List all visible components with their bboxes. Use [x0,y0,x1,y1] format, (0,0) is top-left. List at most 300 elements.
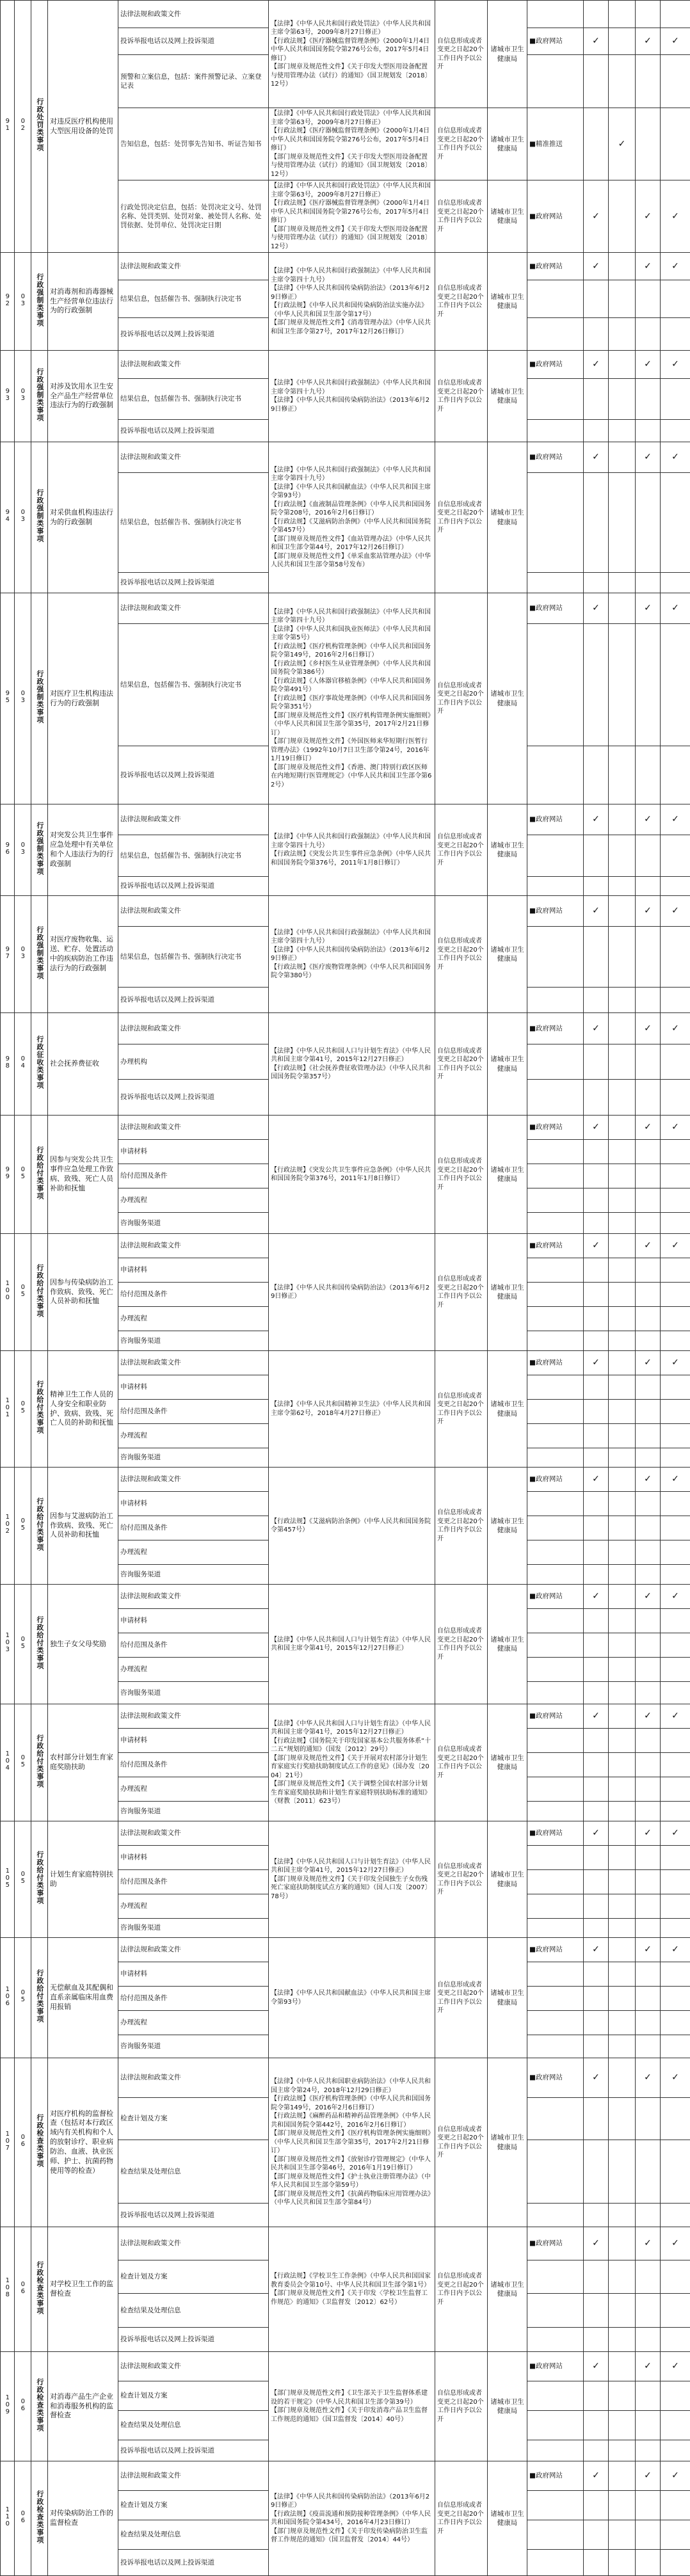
scope-check-3 [636,1188,661,1213]
table-row [1,1938,690,1962]
row-number [1,1013,15,1116]
scope-check-2 [609,1938,636,1962]
table-row [1,442,690,473]
scope-check-3 [636,1258,661,1283]
disclosure-element [118,2011,269,2035]
scope-check-3 [636,1802,661,1821]
scope-check-2 [609,1802,636,1821]
scope-check-2 [609,1258,636,1283]
category-type [31,2352,48,2461]
legal-basis [269,2461,435,2576]
scope-check-1 [584,473,609,573]
scope-check-2 [609,988,636,1013]
scope-check-2 [609,1846,636,1870]
scope-check-2 [609,1565,636,1585]
checkmark-icon: ✓ [592,211,600,221]
disclosure-channel [527,835,584,877]
category-type [31,2058,48,2227]
disclosure-element [118,1351,269,1375]
legal-basis [269,1585,435,1704]
category-type [31,2461,48,2576]
row-number [1,1116,15,1234]
disclosure-element [118,1375,269,1400]
disclosure-channel-text: ■政府网站 [529,37,563,45]
legal-basis [269,593,435,804]
disclosure-element-text: 法律法规和政策文件 [120,2239,181,2247]
disclosure-element [118,1516,269,1540]
disclosure-channel [527,180,584,253]
category-code [15,442,31,593]
scope-check-4 [661,55,690,108]
scope-check-3 [636,2140,661,2204]
scope-check-4 [661,2520,690,2550]
scope-check-3 [636,2204,661,2227]
scope-check-2 [609,108,636,180]
scope-check-1 [584,420,609,442]
scope-check-1 [584,1351,609,1375]
legal-basis [269,804,435,896]
category-code [15,1468,31,1585]
category-code [15,804,31,896]
disclosure-time-limit-text: 自信息形成或者变更之日起20个工作日内予以公开 [437,127,484,161]
matter-name [48,2227,118,2352]
checkmark-icon: ✓ [671,452,679,462]
matter-name-text: 对传染病防治工作的监督检查 [50,2509,113,2527]
disclosure-channel [527,1188,584,1213]
category-type-text: 行政处罚类事项 [35,98,44,152]
table-row [1,1585,690,1609]
disclosure-element-text: 法律法规和政策文件 [120,1475,181,1483]
scope-check-4 [661,379,690,420]
scope-check-1 [584,1,609,28]
disclosure-element-text: 法律法规和政策文件 [120,1946,181,1953]
scope-check-1 [584,1609,609,1633]
scope-check-1 [584,379,609,420]
category-code [15,1,31,253]
scope-check-4 [661,1658,690,1682]
scope-check-4 [661,1565,690,1585]
scope-check-4 [661,835,690,877]
row-number [1,2352,15,2461]
checkmark-icon: ✓ [592,2238,600,2248]
scope-check-2 [609,2204,636,2227]
scope-check-1 [584,2440,609,2461]
disclosure-time-limit [435,804,488,896]
scope-check-3 [636,1682,661,1704]
disclosure-time-limit [435,1468,488,1585]
scope-check-2 [609,180,636,253]
scope-check-3 [636,180,661,253]
disclosure-element [118,877,269,896]
disclosure-element [118,1846,269,1870]
category-code [15,1585,31,1704]
checkmark-icon: ✓ [644,1122,652,1132]
scope-check-3 [636,1987,661,2011]
scope-check-4 [661,573,690,593]
scope-check-2 [609,1821,636,1846]
matter-name [48,1468,118,1585]
scope-check-1 [584,1258,609,1283]
scope-check-1 [584,927,609,988]
disclosure-element-text: 给付范围及条件 [120,1761,168,1768]
disclosure-channel [527,1704,584,1729]
scope-check-4 [661,1704,690,1729]
category-code [15,593,31,804]
category-type [31,1234,48,1351]
scope-check-4 [661,1116,690,1140]
scope-check-2 [609,1307,636,1331]
checkmark-icon: ✓ [592,36,600,46]
matter-name [48,1234,118,1351]
checkmark-icon: ✓ [671,906,679,916]
disclosure-time-limit-text: 自信息形成或者变更之日起20个工作日内予以公开 [437,501,484,534]
scope-check-2 [609,442,636,473]
disclosure-element-text: 结果信息，包括催告书、强制执行决定书 [120,852,241,860]
disclosure-element [118,180,269,253]
disclosure-element [118,1658,269,1682]
row-number-text: 108 [3,2277,12,2298]
checkmark-icon: ✓ [592,2361,600,2371]
scope-check-1 [584,180,609,253]
category-code-text: 02 [19,118,28,132]
disclosure-channel [527,1258,584,1283]
legal-basis [269,1116,435,1234]
table-row [1,1704,690,1729]
disclosure-channel [527,1565,584,1585]
scope-check-4 [661,927,690,988]
legal-basis-text: 【法律】《中华人民共和国行政强制法》（中华人民共和国主席令第四十九号） 【法律】《中华人民共和国执业医师法》（中华人民共和国主席令第5号） 【行政法规】《医疗机构管理条例》（中华人民共和国国务院令第149号，2016年2月6日修订） 【行政法规】《乡村医生从业管理条例》（中华人民共和国国务院令第386号） 【行政法规】《人体器官移植条例》（中华人民共和国国务院令第491号） 【行政法规】《医疗事故处理条例》（中华人民共和国国务院令第351号） 【部门规章及规范性文件】《医疗机构管理条例实施细则》（中华人民共和国卫生部令第35号，2017年2月21日修订） 【部门规章及规范性文件】《外国医师来华短期行医暂行管理办法》（1992年10月7日卫生部令第24号，2016年1月19日修订） 【部门规章及规范性文件】《香港、澳门特别行政区医师在内地短期行医管理规定》（中华人民共和国卫生部令第62号） [271,609,431,788]
row-number-text: 103 [3,1632,12,1653]
row-number [1,1821,15,1938]
scope-check-3 [636,1307,661,1331]
disclosure-element [118,108,269,180]
disclosure-element-text: 投诉举报电话以及网上投诉渠道 [120,2447,214,2454]
scope-check-4 [661,1516,690,1540]
category-type-text: 行政强制类事项 [35,926,44,980]
category-code [15,896,31,1013]
disclosure-element-text: 投诉举报电话以及网上投诉渠道 [120,996,214,1004]
scope-check-3 [636,1919,661,1938]
row-number [1,1234,15,1351]
row-number [1,253,15,351]
scope-check-4 [661,1846,690,1870]
scope-check-1 [584,280,609,318]
legal-basis [269,2058,435,2227]
disclosure-channel [527,1682,584,1704]
disclosure-element [118,1565,269,1585]
disclosure-element-text: 办理机构 [120,1058,147,1066]
scope-check-3 [636,2260,661,2294]
disclosure-element [118,2461,269,2491]
checkmark-icon: ✓ [592,1711,600,1721]
row-number-text: 100 [3,1280,12,1301]
disclosure-element-text: 申请材料 [120,1500,147,1507]
disclosure-element [118,1468,269,1492]
scope-check-2 [609,624,636,746]
disclosure-element-text: 办理流程 [120,1196,147,1204]
disclosure-time-limit [435,180,488,253]
disclosure-time-limit-text: 自信息形成或者变更之日起20个工作日内予以公开 [437,1746,484,1779]
disclosure-time-limit-text: 自信息形成或者变更之日起20个工作日内予以公开 [437,2390,484,2423]
disclosure-element-text: 投诉举报电话以及网上投诉渠道 [120,330,214,338]
disclosure-element-text: 结果信息，包括催告书、强制执行决定书 [120,953,241,961]
disclosure-element [118,927,269,988]
disclosure-channel [527,2098,584,2140]
checkmark-icon: ✓ [644,211,652,221]
scope-check-1 [584,1777,609,1802]
scope-check-1 [584,2204,609,2227]
scope-check-3 [636,318,661,351]
disclosure-channel [527,1492,584,1516]
scope-check-4 [661,1140,690,1164]
row-number-text: 92 [3,293,12,307]
scope-check-4 [661,2058,690,2098]
disclosure-channel [527,2140,584,2204]
scope-check-2 [609,1894,636,1919]
disclosure-time-limit-text: 自信息形成或者变更之日起20个工作日内予以公开 [437,2126,484,2159]
disclosure-body [488,1938,527,2058]
disclosure-element [118,593,269,624]
disclosure-body-text: 诸城市卫生健康局 [490,2510,524,2527]
category-type-text: 行政检查类事项 [35,2114,44,2168]
scope-check-1 [584,1164,609,1188]
scope-check-3 [636,1565,661,1585]
scope-check-3 [636,2520,661,2550]
disclosure-channel [527,2491,584,2520]
disclosure-channel [527,420,584,442]
disclosure-time-limit [435,2352,488,2461]
scope-check-1 [584,2328,609,2352]
scope-check-1 [584,442,609,473]
scope-check-1 [584,1540,609,1565]
disclosure-time-limit [435,1,488,108]
disclosure-channel-text: ■政府网站 [529,2472,563,2479]
disclosure-channel [527,2381,584,2411]
scope-check-1 [584,1013,609,1044]
disclosure-channel-text: ■政府网站 [529,1242,563,1249]
disclosure-element [118,2520,269,2550]
table-row [1,593,690,624]
scope-check-3 [636,1013,661,1044]
disclosure-channel [527,1351,584,1375]
row-number-text: 106 [3,1986,12,2007]
scope-check-2 [609,2550,636,2576]
disclosure-body-text: 诸城市卫生健康局 [490,1284,524,1300]
scope-check-3 [636,1331,661,1351]
scope-check-3 [636,379,661,420]
disclosure-element [118,1753,269,1777]
scope-check-2 [609,1753,636,1777]
disclosure-channel-text: ■政府网站 [529,2239,563,2247]
disclosure-element-text: 投诉举报电话以及网上投诉渠道 [120,37,214,45]
scope-check-1 [584,1682,609,1704]
scope-check-3 [636,1140,661,1164]
checkmark-icon: ✓ [618,139,626,149]
disclosure-element [118,1013,269,1044]
scope-check-1 [584,1140,609,1164]
disclosure-body-text: 诸城市卫生健康局 [490,45,524,62]
disclosure-channel-text: ■政府网站 [529,212,563,220]
scope-check-1 [584,1753,609,1777]
disclosure-channel [527,2352,584,2381]
disclosure-element [118,1777,269,1802]
category-type [31,1,48,253]
disclosure-time-limit-text: 自信息形成或者变更之日起20个工作日内予以公开 [437,938,484,971]
disclosure-element-text: 法律法规和政策文件 [120,453,181,461]
legal-basis [269,1704,435,1821]
checkmark-icon: ✓ [644,1357,652,1368]
scope-check-4 [661,2011,690,2035]
scope-check-1 [584,593,609,624]
scope-check-3 [636,1448,661,1468]
disclosure-time-limit [435,351,488,442]
scope-check-2 [609,1188,636,1213]
scope-check-2 [609,1468,636,1492]
scope-check-3 [636,2011,661,2035]
checkmark-icon: ✓ [592,1357,600,1368]
legal-basis-text: 【法律】《中华人民共和国行政处罚法》（中华人民共和国主席令第63号，2009年8月27日修正） 【行政法规】《医疗器械监督管理条例》（2000年1月4日中华人民共和国国务院令第276号公布，2017年5月4日修订） 【部门规章及规范性文件】《关于印发大型医用设备配置与使用管理办法（试行）的通知》（国卫规划发〔2018〕12号） [271,110,431,178]
scope-check-2 [609,1164,636,1188]
disclosure-channel [527,318,584,351]
checkmark-icon: ✓ [671,1357,679,1368]
scope-check-3 [636,1962,661,1987]
checkmark-icon: ✓ [644,1591,652,1601]
disclosure-element [118,2140,269,2204]
scope-check-3 [636,351,661,379]
scope-check-1 [584,318,609,351]
table-row [1,1116,690,1140]
scope-check-1 [584,1729,609,1753]
disclosure-element [118,442,269,473]
scope-check-3 [636,804,661,835]
scope-check-2 [609,351,636,379]
scope-check-3 [636,280,661,318]
scope-check-1 [584,1116,609,1140]
scope-check-1 [584,1375,609,1400]
disclosure-element [118,1213,269,1234]
checkmark-icon: ✓ [671,1122,679,1132]
disclosure-element-text: 申请材料 [120,1266,147,1274]
scope-check-4 [661,2140,690,2204]
disclosure-element-text: 给付范围及条件 [120,1172,168,1180]
scope-check-3 [636,988,661,1013]
scope-check-2 [609,28,636,55]
disclosure-channel [527,804,584,835]
scope-check-1 [584,1424,609,1448]
legal-basis-text: 【法律】《中华人民共和国传染病防治法》（2013年6月29日修正） 【行政法规】《疫苗流通和预防接种管理条例》（中华人民共和国国务院令第434号，2016年4月23日修订） 【部门规章及规范性文件】《关于印发传染病防治卫生监督工作规范的通知》（国卫监督发〔2014〕44号） [271,2493,431,2544]
matter-name [48,2058,118,2227]
disclosure-element-text: 咨询服务渠道 [120,1219,161,1227]
matter-name-text: 对违反医疗机构使用大型医用设备的处罚 [50,117,113,135]
disclosure-element [118,1802,269,1821]
disclosure-body [488,2352,527,2461]
scope-check-2 [609,2011,636,2035]
scope-check-2 [609,804,636,835]
checkmark-icon: ✓ [671,261,679,271]
scope-check-4 [661,1802,690,1821]
disclosure-element-text: 法律法规和政策文件 [120,1829,181,1837]
scope-check-3 [636,442,661,473]
category-code [15,2352,31,2461]
disclosure-body-text: 诸城市卫生健康局 [490,388,524,404]
scope-check-1 [584,2058,609,2098]
scope-check-2 [609,835,636,877]
scope-check-2 [609,1609,636,1633]
scope-check-2 [609,2140,636,2204]
disclosure-element [118,1140,269,1164]
disclosure-element [118,2352,269,2381]
disclosure-element-text: 咨询服务渠道 [120,1337,161,1345]
scope-check-1 [584,1919,609,1938]
disclosure-body [488,1,527,108]
checkmark-icon: ✓ [644,1711,652,1721]
legal-basis-text: 【法律】《中华人民共和国职业病防治法》（中华人民共和国主席令第24号，2018年12月29日修正） 【行政法规】《医疗机构管理条例》（中华人民共和国国务院令第149号，2016年2月6日修订） 【行政法规】《麻醉药品和精神药品管理条例》（中华人民共和国国务院令第442号，2016年2月6日修订） 【部门规章及规范性文件】《医疗机构管理条例实施细则》（中华人民共和国卫生部令第35号，2017年2月21日修订） 【部门规章及规范性文件】《放射诊疗管理规定》（中华人民共和国卫生部令第46号，2016年1月19日修订） 【部门规章及规范性文件】《护士执业注册管理办法》（中华人民共和国卫生部令第59号） 【部门规章及规范性文件】《抗菌药物临床应用管理办法》（中华人民共和国卫生部令第84号） [271,2078,431,2206]
scope-check-3 [636,1938,661,1962]
scope-check-3 [636,1,661,28]
scope-check-1 [584,1234,609,1258]
disclosure-element-text: 申请材料 [120,1148,147,1155]
scope-check-3 [636,1375,661,1400]
scope-check-3 [636,1729,661,1753]
checkmark-icon: ✓ [644,261,652,271]
disclosure-element-text: 法律法规和政策文件 [120,1592,181,1600]
disclosure-channel [527,1424,584,1448]
row-number [1,593,15,804]
scope-check-1 [584,1987,609,2011]
disclosure-channel [527,1753,584,1777]
disclosure-element-text: 法律法规和政策文件 [120,1025,181,1032]
scope-check-3 [636,877,661,896]
disclosure-body [488,1821,527,1938]
disclosure-time-limit [435,2227,488,2352]
disclosure-element [118,2294,269,2328]
disclosure-element [118,1540,269,1565]
scope-check-3 [636,1633,661,1658]
disclosure-time-limit-text: 自信息形成或者变更之日起20个工作日内予以公开 [437,200,484,233]
disclosure-element-text: 行政处罚决定信息，包括：处罚决定文号、处罚名称、处罚类别、处罚对象、被处罚人名称、处罚依据、处罚单位、处罚决定日期 [120,204,262,229]
checkmark-icon: ✓ [592,1474,600,1484]
category-type-text: 行政强制类事项 [35,368,44,422]
disclosure-channel [527,2227,584,2260]
row-number [1,1468,15,1585]
scope-check-1 [584,1846,609,1870]
disclosure-body-text: 诸城市卫生健康局 [490,1166,524,1183]
scope-check-2 [609,1044,636,1080]
category-code-text: 03 [19,388,28,402]
disclosure-time-limit-text: 自信息形成或者变更之日起20个工作日内予以公开 [437,1048,484,1081]
disclosure-element [118,1234,269,1258]
scope-check-4 [661,1585,690,1609]
scope-check-4 [661,1919,690,1938]
scope-check-1 [584,1492,609,1516]
scope-check-2 [609,2461,636,2491]
category-code-text: 05 [19,1754,28,1768]
scope-check-2 [609,473,636,573]
matter-name [48,253,118,351]
disclosure-body-text: 诸城市卫生健康局 [490,1400,524,1417]
disclosure-element [118,1448,269,1468]
legal-basis-text: 【法律】《中华人民共和国行政强制法》（中华人民共和国主席令第四十九号） 【法律】《中华人民共和国传染病防治法》（2013年6月29日修正） 【行政法规】《医疗废物管理条例》（中华人民共和国国务院令第380号） [271,929,431,980]
disclosure-element [118,1307,269,1331]
table-row [1,1821,690,1846]
scope-check-3 [636,1658,661,1682]
category-code [15,1821,31,1938]
disclosure-channel [527,1164,584,1188]
disclosure-body [488,180,527,253]
checkmark-icon: ✓ [644,1474,652,1484]
disclosure-channel [527,379,584,420]
category-type-text: 行政强制类事项 [35,822,44,876]
